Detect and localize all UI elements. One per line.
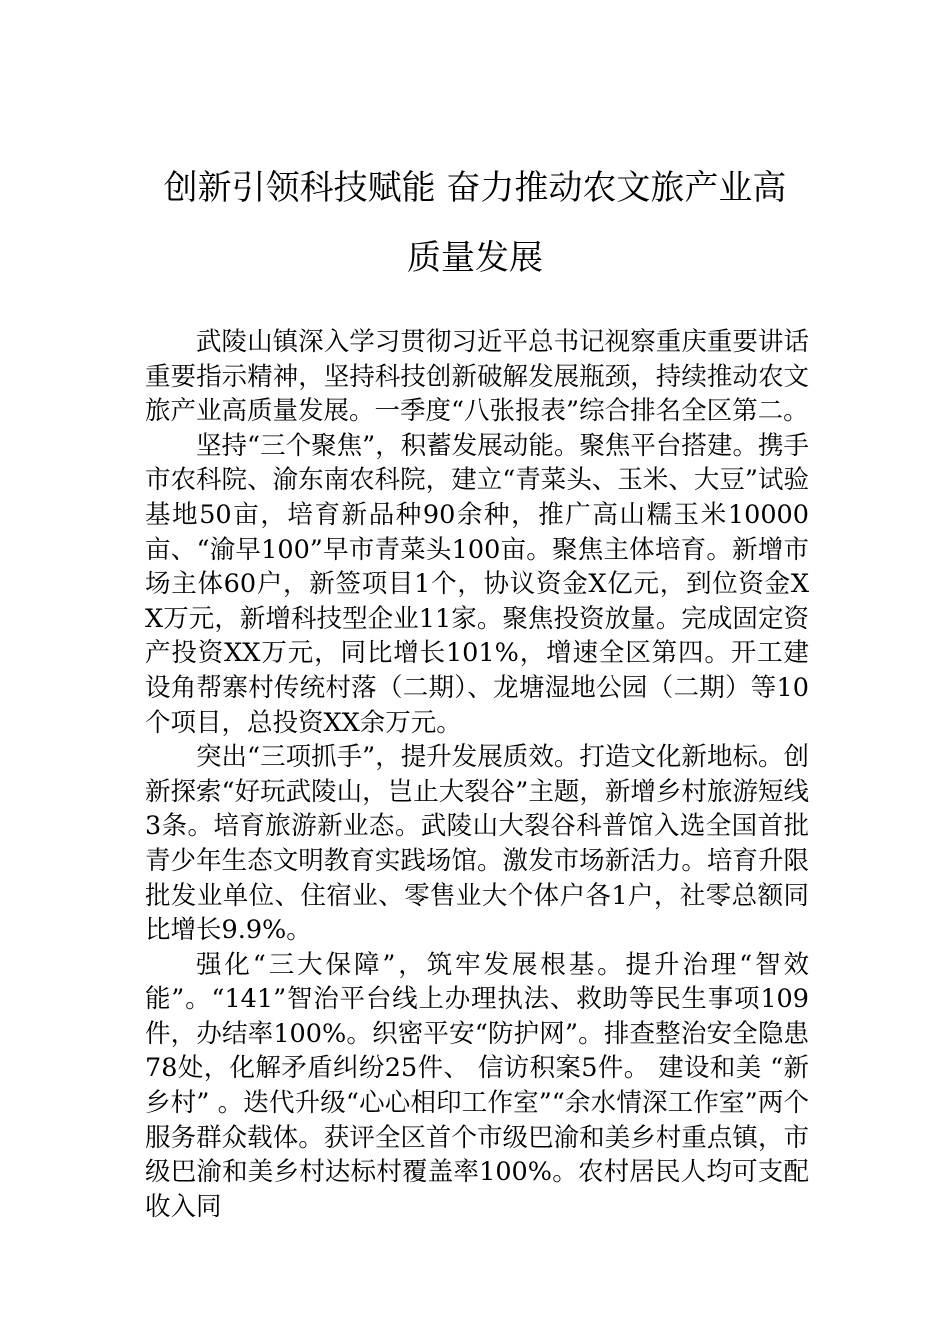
paragraph-three-guarantees: 强化“三大保障”，筑牢发展根基。提升治理“智效能”。“141”智治平台线上办理执法、救助等民生事项109件，办结率100%。织密平安“防护网”。排查整治安全隐患78处，化解矛盾纠纷25件、 信访积案5件。 建设和美 “新乡村” 。迭代升级“心心相印工作室”“余水情深工作室”两个服务群众载体。获评全区首个市级巴渝和美乡村重点镇，市级巴渝和美乡村达标村覆盖率100%。农村居民人均可支配收入同	[145, 949, 809, 1222]
paragraph-three-measures: 突出“三项抓手”，提升发展质效。打造文化新地标。创新探索“好玩武陵山，岂止大裂谷”主题，新增乡村旅游短线3条。培育旅游新业态。武陵山大裂谷科普馆入选全国首批青少年生态文明教育实践场馆。激发市场新活力。培育升限批发业单位、住宿业、零售业大个体户各1户，社零总额同比增长9.9%。	[145, 742, 809, 946]
paragraph-intro: 武陵山镇深入学习贯彻习近平总书记视察重庆重要讲话重要指示精神，坚持科技创新破解发展瓶颈，持续推动农文旅产业高质量发展。一季度“八张报表”综合排名全区第二。	[145, 327, 809, 427]
document-body	[145, 325, 809, 1224]
document-title-line-1: 创新引领科技赋能 奋力推动农文旅产业高	[163, 168, 787, 208]
document-title-line-2: 质量发展	[407, 238, 543, 278]
paragraph-three-focuses: 坚持“三个聚焦”，积蓄发展动能。聚焦平台搭建。携手市农科院、渝东南农科院，建立“青菜头、玉米、大豆”试验基地50亩，培育新品种90余种，推广高山糯玉米10000亩、“渝早100”早市青菜头100亩。聚焦主体培育。新增市场主体60户，新签项目1个，协议资金X亿元，到位资金XX万元，新增科技型企业11家。聚焦投资放量。完成固定资产投资XX万元，同比增长101%，增速全区第四。开工建设角帮寨村传统村落（二期）、龙塘湿地公园（二期）等10个项目，总投资XX余万元。	[145, 430, 809, 738]
